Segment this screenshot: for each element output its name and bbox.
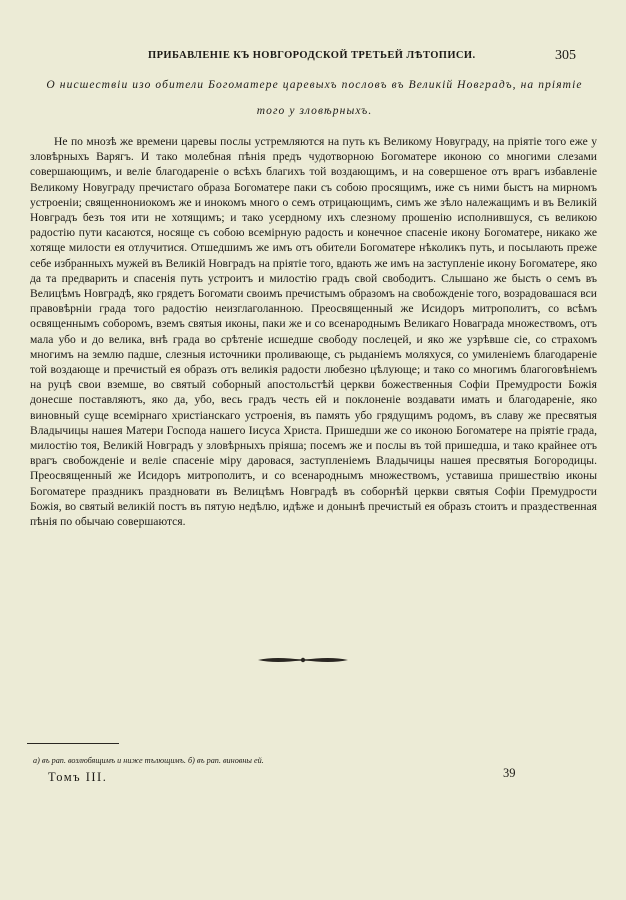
ornament-divider — [256, 652, 350, 668]
signature-mark: 39 — [503, 766, 516, 780]
page-number: 305 — [555, 48, 576, 63]
volume-label: Томъ III. — [48, 770, 108, 784]
body-paragraph: Не по мнозѣ же времени царевы послы устремляются на путь къ Великому Новуграду, на пріятіе того еже у зловѣрныхъ Варягъ. И тако молебная пѣнія предъ чудотворною Богоматере иконою со многими слезами совершающимъ, и веліе благодареніе о всѣхъ благихъ той воздающимъ, и на совершеное отъ врагъ избавленіе Великому Новуграду пречистаго образа Богоматере паки съ собою просящимъ, иже съ ними быстъ на мирномъ устроеніи; священнониокомъ же и инокомъ много о семъ отрицающимъ, симъ же зѣло належащимъ и въ Великій Новградъ безъ тоя ити не хотящимъ; и тако усердному ихъ слезному прошенію исполнившуся, съ великою радостію пути касаются, носяще съ собою всемірную радость и конечное спасеніе икону Богоматере, никако же хотящe милости ея отлучитися. Отшедшимъ же имъ отъ обители Богоматере нѣколикъ путь, и посылають преже себе избранныхъ мужей въ Великій Новградъ на пріятіе того, вдають же имъ на заступленіе икону Богоматере, яко да та предварить и спасенія путь устроитъ и милостію градъ свой свободитъ. Слышано же бысть о семъ въ Велицѣмъ Новградѣ, яко грядетъ Богомати своимъ пречистымъ образомъ на свобожденіе того, возрадовашася вси правовѣрніи града того радостію неизглаголанною. Преосвященный же Исидоръ митрополитъ, со всѣмъ освященнымъ соборомъ, вземъ святыя иконы, паки же и со всенароднымъ Великаго Новаграда множествомъ, отъ мала убо и до велика, внѣ града во срѣтеніе исшедше свободу послецей, и яко же узрѣвше сіе, со страхомъ многимъ на землю падше, слезныя источники проливающе, съ рыданіемъ моляхуся, со умиленіемъ благодареніе той воздающе и пречистый ея образъ отъ великія радости любезно цѣлующе; и тако со многимъ благоговѣніемъ на руцѣ свои вземше, во святый соборный апостольстѣй церкви божественныя Софіи Премудрости Божія донесше поставляютъ, яко да, убо, весь градъ честь ей и поклоненіе воздавати имать и благодареніе, яко виновный суще всемірнаго христіанскаго устроенія, въ память убо грядущимъ родомъ, въ славу же пресвятыя Владычицы нашея Матери Господа нашего Іисуса Христа. Пришедши же со иконою Богоматере на пріятіе града, милостію тоя, Великій Новградъ у зловѣрныхъ пріяша; посемъ же и послы въ той пришедша, и тако крайнее отъ врагъ свобожденіе и веліе спасеніе міру даровася, заступленіемъ Владычицы нашея пресвятыя Богородицы. Преосвященный же Исидоръ митрополитъ, и со всенароднымъ множествомъ, уставиша пришествію иконы Богоматере праздникъ праздновати въ Велицѣмъ Новградѣ въ соборнѣй церкви святыя Софіи Премудрости Божія, во святый великій постъ въ пятую недѣлю, идѣже и донынѣ пречистый ея образъ стоитъ и праздественная пѣнія по обычаю совершаются. — [30, 135, 597, 529]
footnote-rule — [27, 743, 119, 744]
chapter-title: О нисшествіи изо обители Богоматере царевыхъ пословъ въ Великій Новградъ, на пріятіе того у зловѣрныхъ. — [46, 79, 583, 117]
footnote: а) въ рап. возлюбящимъ и ниже тълющимъ. б) въ рап. виновны ей. — [33, 756, 264, 765]
running-title: ПРИБАВЛЕНІЕ КЪ НОВГОРОДСКОЙ ТРЕТЬЕЙ ЛѢТОПИСИ. — [148, 50, 476, 61]
